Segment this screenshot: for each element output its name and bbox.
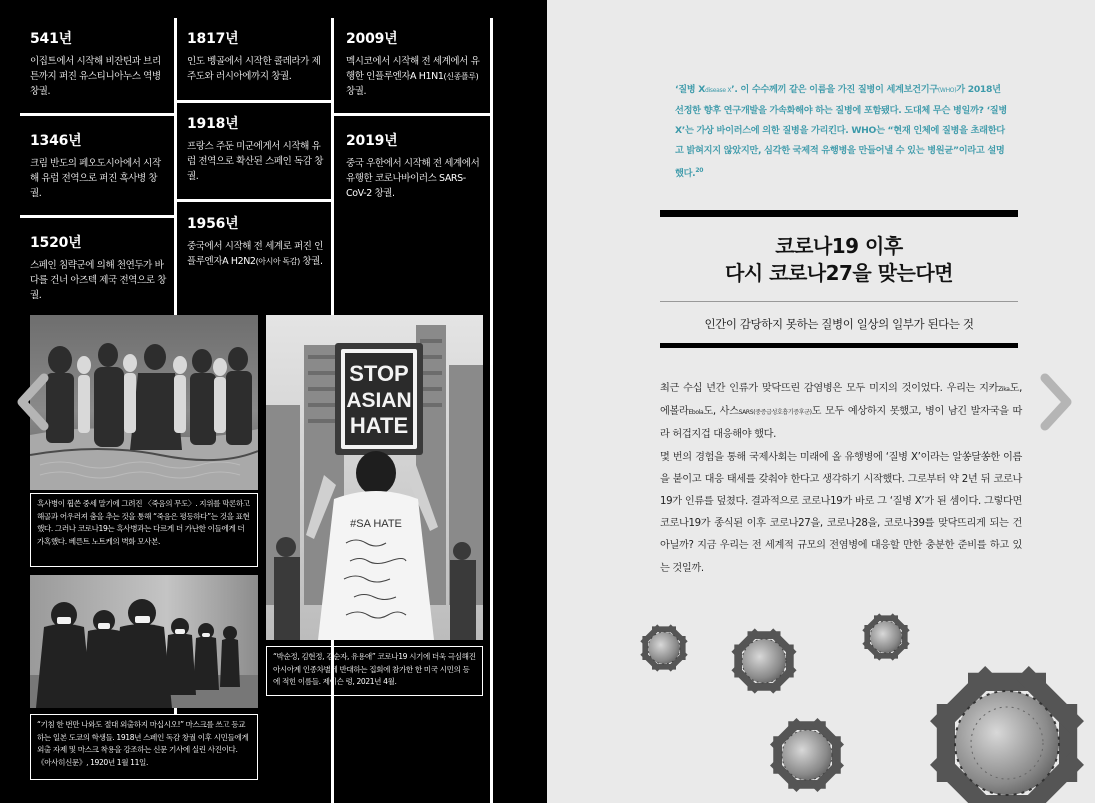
section-title xyxy=(660,233,1018,287)
timeline-desc-small: (아시아 독감) xyxy=(255,257,300,266)
timeline-entry-2009 xyxy=(346,28,482,99)
virus-illustrations xyxy=(547,603,1095,803)
timeline-desc xyxy=(346,54,482,99)
left-page xyxy=(0,0,547,803)
section-subtitle: 인간이 감당하지 못하는 질병이 일상의 일부가 된다는 것 xyxy=(704,317,974,331)
timeline-divider xyxy=(177,199,331,202)
timeline-desc: 인도 벵골에서 시작한 콜레라가 제주도와 러시아에까지 창궐. xyxy=(187,56,321,82)
heading-rule-thin xyxy=(660,301,1018,302)
body-span: 도, 에볼라 xyxy=(660,383,1022,418)
dance-of-death-caption: 흑사병이 휩쓴 중세 말기에 그려진 〈죽음의 무도〉. 지위를 막론하고 해골과 어우러져 춤을 추는 것을 통해 “죽음은 평등하다”는 것을 표현했다. 그러나 코로나19는 흑사병과는 다르게 더 가난한 이들에게 더 가혹했다. 베른트 노트케의 벽화 모사본. xyxy=(30,493,258,567)
footnote-ref: 20 xyxy=(695,167,704,174)
timeline-divider xyxy=(20,215,174,218)
timeline-year: 1956년 xyxy=(187,216,239,232)
body-paragraph-1 xyxy=(660,378,1022,447)
timeline-entry-541 xyxy=(30,28,165,99)
sign-line-hate: HATE xyxy=(349,413,409,438)
timeline-desc: 중국 우한에서 시작해 전 세계에서 유행한 코로나바이러스 SARS-CoV-2 창궐. xyxy=(346,158,480,199)
timeline-year: 1520년 xyxy=(30,235,82,251)
chevron-right-icon xyxy=(1037,372,1077,432)
timeline-year: 541년 xyxy=(30,31,72,47)
timeline-divider xyxy=(331,18,334,318)
timeline-desc-small: (신종플루) xyxy=(443,72,479,81)
intro-text: ’. 이 수수께끼 같은 이름을 가진 질병이 세계보건기구 xyxy=(731,84,938,95)
timeline-desc-main: 멕시코에서 시작해 전 세계에서 유행한 인플루엔자A H1N1 xyxy=(346,56,480,82)
timeline-desc xyxy=(187,239,325,269)
heading-rule-bottom xyxy=(660,343,1018,348)
timeline-divider xyxy=(334,113,490,116)
masks-1920-photo xyxy=(30,575,258,708)
timeline-entry-1956 xyxy=(187,213,325,269)
body-span: 도, 사스 xyxy=(703,406,739,418)
timeline-divider xyxy=(490,18,493,803)
timeline-entry-2019 xyxy=(346,130,482,201)
timeline-desc-end: 창궐. xyxy=(346,86,367,97)
virus-icon xyxy=(864,615,907,658)
virus-icon xyxy=(734,631,793,690)
right-page xyxy=(547,0,1095,803)
dance-of-death-photo xyxy=(30,315,258,490)
timeline-year: 2009년 xyxy=(346,31,398,47)
stop-asian-hate-photo xyxy=(266,315,483,640)
section-title-line1: 코로나19 이후 xyxy=(775,234,903,258)
intro-term: (WHO) xyxy=(937,87,957,94)
virus-icon xyxy=(937,673,1077,803)
stop-asian-hate-caption: “박순정, 김현정, 김순자, 유용애” 코로나19 시기에 더욱 극심해진 아시아계 인종차별에 반대하는 집회에 참가한 한 미국 시민의 등에 적힌 이름들. 제이슨 렁, 2021년 4월. xyxy=(266,646,483,696)
timeline-desc-main: 중국에서 시작해 전 세계로 퍼진 인플루엔자A H2N2 xyxy=(187,241,323,267)
timeline-desc: 크림 반도의 페오도시아에서 시작해 유럽 전역으로 퍼진 흑사병 창궐. xyxy=(30,158,161,199)
sign-line-stop: STOP xyxy=(349,361,409,386)
sign-line-asian: ASIAN xyxy=(346,389,412,412)
intro-text: ‘질병 X xyxy=(675,84,706,95)
timeline-divider xyxy=(174,18,177,318)
next-page-button[interactable] xyxy=(1037,372,1077,436)
intro-term: disease X xyxy=(705,87,732,94)
timeline-year: 1918년 xyxy=(187,116,239,132)
masks-1920-caption: “기침 한 번만 나와도 절대 외출하지 마십시오!” 마스크를 쓰고 등교하는 일본 도쿄의 학생들. 1918년 스페인 독감 창궐 이후 시민들에게 외출 자제 및 마스크 착용을 강조하는 신문 기사에 실린 사진이다. 《아사히신문》, 1920년 1월 11일. xyxy=(30,714,258,780)
chevron-left-icon xyxy=(12,372,52,432)
body-term: Zika xyxy=(998,386,1010,393)
body-paragraph-2: 몇 번의 경험을 통해 국제사회는 미래에 올 유행병에 ‘질병 X’이라는 알쏭달쏭한 이름을 붙이고 대응 태세를 갖춰야 한다고 생각하기 시작했다. 그로부터 약 2년 뒤 코로나19가 인류를 덮쳤다. 결과적으로 코로나19가 바로 그 ‘질병 X’가 된 셈이다. 그렇다면 코로나19가 종식된 이후 코로나27을, 코로나28을, 코로나39를 맞닥뜨리게 되는 건 아닐까? 지금 우리는 전 세계적 규모의 전염병에 대응할 만한 충분한 준비를 하고 있는 것일까. xyxy=(660,451,1022,574)
virus-icon xyxy=(642,626,685,669)
timeline-desc-end: 창궐. xyxy=(299,256,323,267)
body-text xyxy=(660,378,1022,580)
body-term: Ebola xyxy=(688,409,704,417)
protest-illustration xyxy=(266,315,483,640)
timeline-divider xyxy=(20,113,174,116)
timeline-year: 2019년 xyxy=(346,133,398,149)
intro-text: 가 2018년 선정한 향후 연구개발을 가속화해야 하는 질병에 포함됐다. 도대체 무슨 병일까? ‘질병 X’는 가상 바이러스에 의한 질병을 가리킨다. WHO는 “현재 인체에 질병을 초래한다고 밝혀지지 않았지만, 심각한 국제적 유행병을 만들어낼 수 있는 병원균”이라고 설명했다. xyxy=(675,84,1007,180)
shirt-text: #SA HATE xyxy=(350,518,402,530)
dance-of-death-illustration xyxy=(30,315,258,490)
body-term: SARS(중증급성호흡기증후군) xyxy=(738,409,812,417)
timeline-entry-1918 xyxy=(187,113,325,184)
timeline-year: 1346년 xyxy=(30,133,82,149)
timeline-entry-1346 xyxy=(30,130,165,201)
timeline-divider xyxy=(177,100,331,103)
timeline-desc: 이집트에서 시작해 비잔틴과 브리튼까지 퍼진 유스티니아누스 역병 창궐. xyxy=(30,56,161,97)
virus-icon xyxy=(773,721,841,789)
timeline-entry-1520 xyxy=(30,232,168,303)
timeline-desc: 스페인 침략군에 의해 천연두가 바다를 건너 아즈텍 제국 전역으로 창궐. xyxy=(30,260,166,301)
intro-paragraph xyxy=(675,80,1007,184)
masked-students-illustration xyxy=(30,575,258,708)
timeline-desc: 프랑스 주둔 미군에게서 시작해 유럽 전역으로 확산된 스페인 독감 창궐. xyxy=(187,141,323,182)
section-title-line2: 다시 코로나27을 맞는다면 xyxy=(725,261,953,285)
timeline-entry-1817 xyxy=(187,28,325,84)
timeline-year: 1817년 xyxy=(187,31,239,47)
heading-rule-top xyxy=(660,210,1018,217)
prev-page-button[interactable] xyxy=(12,372,52,436)
body-span: 최근 수십 년간 인류가 맞닥뜨린 감염병은 모두 미지의 것이었다. 우리는 지카 xyxy=(660,383,999,394)
body-span: 도 모두 예상하지 못했고, 병이 남긴 발자국을 따라 허겁지겁 대응해야 했다. xyxy=(660,406,1023,441)
